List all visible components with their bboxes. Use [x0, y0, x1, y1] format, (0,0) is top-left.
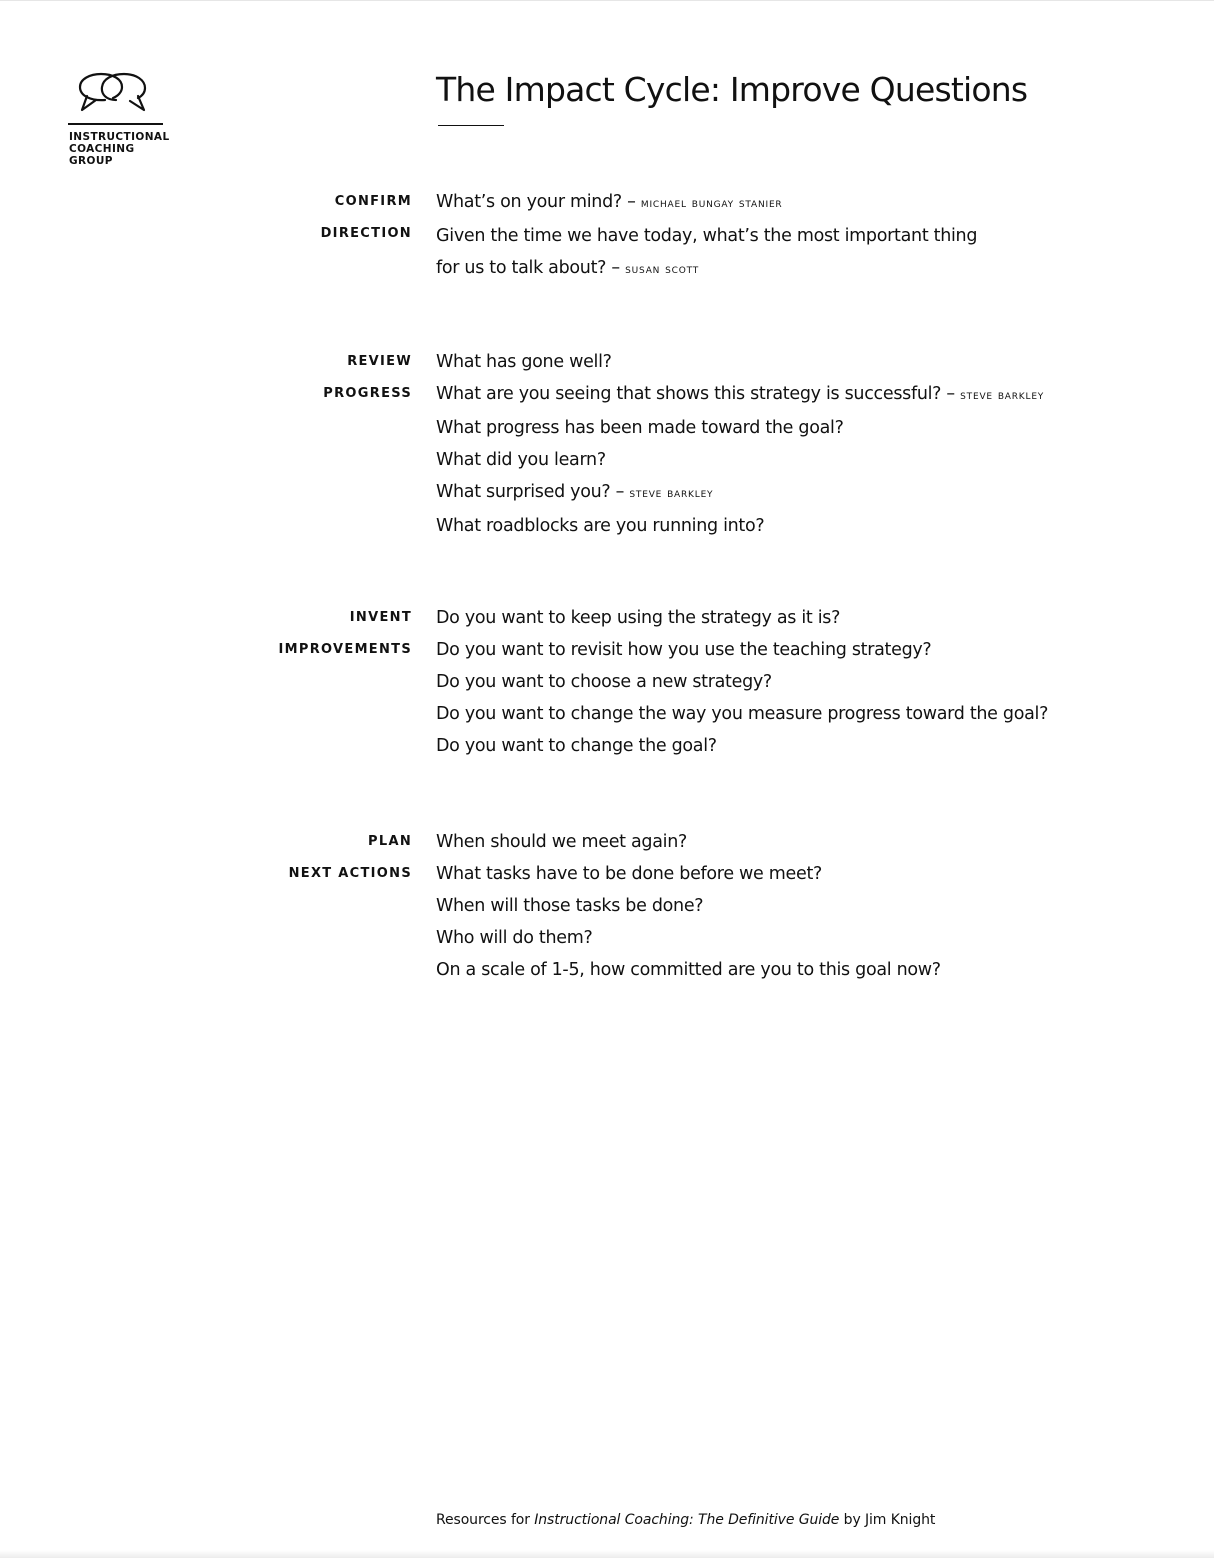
question-item — [436, 510, 1196, 542]
page-footer — [436, 1508, 935, 1532]
question-list — [436, 186, 1196, 286]
question-list — [436, 826, 1196, 986]
question-item — [436, 220, 1196, 252]
question-attribution: susan scott — [625, 262, 700, 277]
logo-wordmark — [68, 131, 170, 167]
question-text: On a scale of 1-5, how committed are you to this goal now? — [436, 960, 941, 980]
question-item — [436, 666, 1196, 698]
section-label-line: CONFIRM — [334, 194, 412, 209]
footer-suffix: by Jim Knight — [839, 1512, 936, 1528]
question-text: for us to talk about? – — [436, 258, 620, 278]
section-label-line: PLAN — [368, 834, 412, 849]
question-text: Do you want to revisit how you use the teaching strategy? — [436, 640, 932, 660]
question-item — [436, 252, 1196, 286]
question-item — [436, 378, 1196, 412]
question-list — [436, 602, 1196, 762]
question-text: Do you want to keep using the strategy as it is? — [436, 608, 841, 628]
title-underline — [438, 125, 504, 126]
section-label — [289, 826, 412, 890]
question-text: What are you seeing that shows this strategy is successful? – — [436, 384, 955, 404]
section-label-line: DIRECTION — [320, 226, 412, 241]
logo-underline — [68, 123, 163, 125]
logo-line: INSTRUCTIONAL — [69, 131, 170, 143]
organization-logo — [68, 70, 170, 167]
question-item — [436, 186, 1196, 220]
question-list — [436, 346, 1196, 542]
question-text: Do you want to change the goal? — [436, 736, 717, 756]
question-item — [436, 412, 1196, 444]
section-label-line: PROGRESS — [323, 386, 412, 401]
question-text: Do you want to choose a new strategy? — [436, 672, 772, 692]
question-item — [436, 346, 1196, 378]
question-text: Do you want to change the way you measure progress toward the goal? — [436, 704, 1049, 724]
question-text: When will those tasks be done? — [436, 896, 704, 916]
question-text: What has gone well? — [436, 352, 612, 372]
question-attribution: steve barkley — [960, 388, 1045, 403]
logo-line: GROUP — [69, 155, 113, 167]
question-text: What did you learn? — [436, 450, 606, 470]
question-item — [436, 858, 1196, 890]
question-item — [436, 922, 1196, 954]
section-label-line: NEXT ACTIONS — [288, 866, 412, 881]
speech-bubbles-icon — [76, 70, 148, 116]
section-label — [323, 346, 412, 410]
question-attribution: michael bungay stanier — [640, 196, 783, 211]
question-item — [436, 826, 1196, 858]
question-item — [436, 954, 1196, 986]
page-bottom-shadow — [0, 1550, 1214, 1558]
question-item — [436, 890, 1196, 922]
question-text: When should we meet again? — [436, 832, 688, 852]
question-item — [436, 634, 1196, 666]
question-item — [436, 698, 1196, 730]
question-text: What progress has been made toward the goal? — [436, 418, 844, 438]
question-item — [436, 602, 1196, 634]
question-item — [436, 476, 1196, 510]
question-text: What tasks have to be done before we meet? — [436, 864, 823, 884]
section-label — [321, 186, 412, 250]
section-label-line: REVIEW — [347, 354, 412, 369]
question-item — [436, 444, 1196, 476]
logo-line: COACHING — [69, 143, 135, 155]
section-label-line: INVENT — [349, 610, 412, 625]
page-top-border — [0, 0, 1214, 1]
page-title: The Impact Cycle: Improve Questions — [436, 70, 1028, 109]
footer-prefix: Resources for — [436, 1512, 535, 1528]
question-text: What surprised you? – — [436, 482, 625, 502]
question-text: Who will do them? — [436, 928, 593, 948]
question-text: What roadblocks are you running into? — [436, 516, 765, 536]
question-item — [436, 730, 1196, 762]
section-label-line: IMPROVEMENTS — [278, 642, 412, 657]
question-attribution: steve barkley — [629, 486, 714, 501]
section-label — [279, 602, 412, 666]
question-text: Given the time we have today, what’s the most important thing — [436, 226, 978, 246]
question-text: What’s on your mind? – — [436, 192, 636, 212]
footer-book-title: Instructional Coaching: The Definitive Guide — [534, 1512, 840, 1528]
